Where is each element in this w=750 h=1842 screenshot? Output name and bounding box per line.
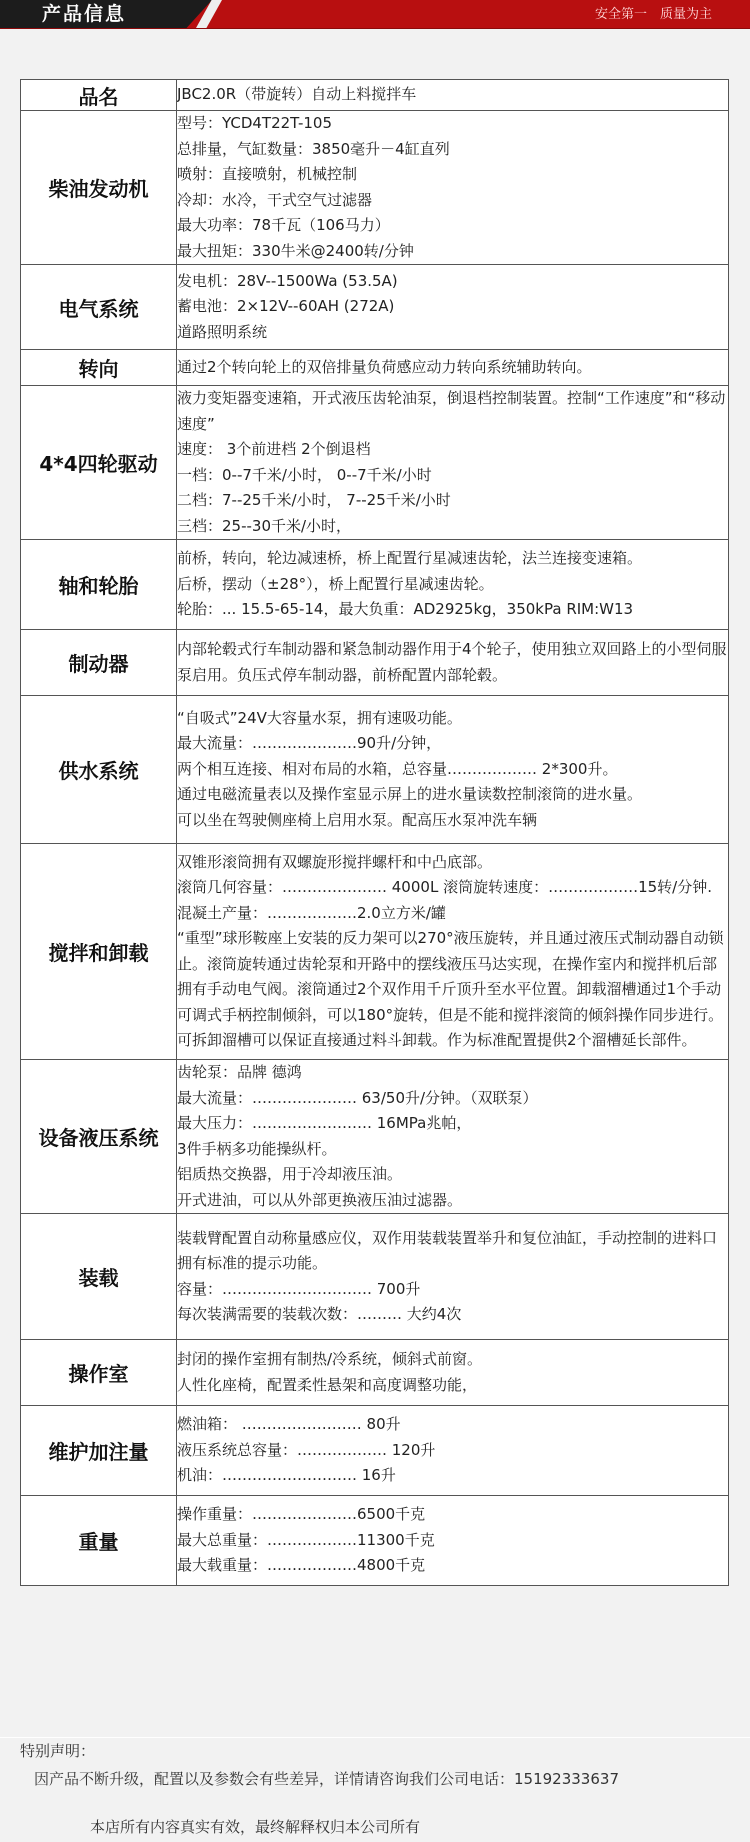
spec-content — [177, 630, 729, 696]
spec-line: 道路照明系统 — [177, 322, 268, 341]
spec-line: 前桥，转向，轮边减速桥，桥上配置行星减速齿轮，法兰连接变速箱。 — [177, 549, 643, 568]
spec-line: 开式进油，可以从外部更换液压油过滤器。 — [177, 1190, 463, 1209]
spec-line: 双锥形滚筒拥有双螺旋形搅拌螺杆和中凸底部。 — [177, 852, 493, 871]
spec-label: 维护加注量 — [21, 1406, 177, 1496]
spec-line: 发电机：28V--1500Wa (53.5A) — [177, 271, 398, 290]
spec-label: 轴和轮胎 — [21, 540, 177, 630]
spec-line: 液力变矩器变速箱，开式液压齿轮油泵，倒退档控制装置。控制“工作速度”和“移动速度” — [177, 389, 726, 433]
spec-line: 液压系统总容量：……………… 120升 — [177, 1440, 436, 1459]
spec-line: 封闭的操作室拥有制热/冷系统，倾斜式前窗。 — [177, 1350, 483, 1368]
spec-line: 铝质热交换器，用于冷却液压油。 — [177, 1165, 403, 1183]
spec-line: 最大扭矩：330牛米@2400转/分钟 — [177, 241, 414, 260]
spec-content — [177, 350, 729, 386]
spec-line: 轮胎：... 15.5-65-14，最大负重：AD2925kg，350kPa RIM:W13 — [177, 600, 634, 619]
spec-label: 供水系统 — [21, 696, 177, 844]
spec-line: 每次装满需要的装载次数：……… 大约4次 — [177, 1305, 462, 1323]
spec-line: 3件手柄多功能操纵杆。 — [177, 1139, 337, 1158]
spec-line: 机油：……………………… 16升 — [177, 1466, 396, 1485]
spec-frame — [0, 29, 750, 1737]
spec-row — [21, 1406, 729, 1496]
spec-line: 装载臂配置自动称量感应仪，双作用装载装置举升和复位油缸，手动控制的进料口拥有标准的提示功能。 — [177, 1228, 718, 1272]
spec-table — [20, 79, 729, 1586]
spec-row — [21, 1060, 729, 1214]
spec-content — [177, 80, 729, 111]
spec-line: “自吸式”24V大容量水泵，拥有速吸功能。 — [177, 708, 462, 727]
spec-content — [177, 1496, 729, 1586]
spec-row — [21, 1496, 729, 1586]
spec-content — [177, 844, 729, 1060]
spec-line: 一档：0--7千米/小时， 0--7千米/小时 — [177, 465, 432, 484]
spec-content — [177, 540, 729, 630]
spec-row — [21, 1340, 729, 1406]
footer-disclaimer: 本店所有内容真实有效，最终解释权归本公司所有 — [90, 1818, 421, 1836]
spec-row — [21, 630, 729, 696]
spec-row — [21, 696, 729, 844]
spec-line: 三档：25--30千米/小时， — [177, 516, 352, 535]
spec-content — [177, 696, 729, 844]
spec-row — [21, 540, 729, 630]
spec-line: 混凝土产量：………………2.0立方米/罐 — [177, 903, 446, 922]
spec-line: 通过电磁流量表以及操作室显示屏上的进水量读数控制滚筒的进水量。 — [177, 785, 643, 804]
spec-line: 最大载重量：………………4800千克 — [177, 1556, 426, 1575]
spec-label: 电气系统 — [21, 265, 177, 350]
spec-line: 最大压力：…………………… 16MPa兆帕， — [177, 1114, 472, 1132]
spec-label: 品名 — [21, 80, 177, 111]
spec-line: 操作重量：…………………6500千克 — [177, 1505, 426, 1524]
spec-line: 齿轮泵：品牌 德鸿 — [177, 1063, 302, 1081]
spec-line: 内部轮毂式行车制动器和紧急制动器作用于4个轮子，使用独立双回路上的小型伺服泵启用。负压式停车制动器，前桥配置内部轮毂。 — [177, 640, 727, 684]
footer-note: 因产品不断升级，配置以及参数会有些差异，详情请咨询我们公司电话：15192333637 — [34, 1770, 619, 1788]
spec-row — [21, 265, 729, 350]
spec-line: 速度： 3个前进档 2个倒退档 — [177, 440, 371, 458]
footer — [0, 1738, 750, 1842]
spec-row — [21, 111, 729, 265]
spec-line: 人性化座椅，配置柔性悬架和高度调整功能， — [177, 1375, 478, 1394]
spec-line: 最大总重量：………………11300千克 — [177, 1530, 435, 1549]
spec-content — [177, 386, 729, 540]
spec-label: 制动器 — [21, 630, 177, 696]
spec-line: 最大功率：78千瓦（106马力） — [177, 216, 390, 234]
spec-content — [177, 111, 729, 265]
page-title: 产品信息 — [42, 3, 127, 25]
spec-label: 设备液压系统 — [21, 1060, 177, 1214]
spec-label: 柴油发动机 — [21, 111, 177, 265]
spec-line: 冷却：水冷，干式空气过滤器 — [177, 190, 373, 209]
spec-row — [21, 844, 729, 1060]
spec-row — [21, 80, 729, 111]
spec-row — [21, 350, 729, 386]
spec-line: 型号：YCD4T22T-105 — [177, 114, 332, 132]
spec-line: 二档：7--25千米/小时， 7--25千米/小时 — [177, 491, 451, 509]
spec-line: 喷射：直接喷射，机械控制 — [177, 165, 358, 183]
spec-content — [177, 1406, 729, 1496]
spec-label: 操作室 — [21, 1340, 177, 1406]
spec-label: 装载 — [21, 1214, 177, 1340]
spec-label: 搅拌和卸载 — [21, 844, 177, 1060]
spec-line: 蓄电池：2×12V--60AH (272A) — [177, 297, 395, 316]
spec-label: 重量 — [21, 1496, 177, 1586]
footer-title: 特别声明： — [20, 1742, 96, 1760]
spec-line: 后桥，摆动（±28°），桥上配置行星减速齿轮。 — [177, 574, 494, 593]
spec-content — [177, 1214, 729, 1340]
spec-content — [177, 265, 729, 350]
header-slogan: 安全第一 质量为主 — [594, 7, 712, 22]
spec-line: 容量：………………………… 700升 — [177, 1279, 421, 1298]
spec-line: 最大流量：………………… 63/50升/分钟。（双联泵） — [177, 1088, 538, 1107]
spec-content — [177, 1060, 729, 1214]
spec-row — [21, 1214, 729, 1340]
spec-line: 通过2个转向轮上的双倍排量负荷感应动力转向系统辅助转向。 — [177, 357, 592, 376]
spec-line: “重型”球形鞍座上安装的反力架可以270°液压旋转，并且通过液压式制动器自动锁止。滚筒旋转通过齿轮泵和开路中的摆线液压马达实现，在操作室内和搅拌机后部拥有手动电气阀。滚筒通过2个双作用千斤顶升至水平位置。卸载溜槽通过1个手动可调式手柄控制倾斜，可以180°旋转，但是不能和搅拌滚筒的倾斜操作同步进行。可拆卸溜槽可以保证直接通过料斗卸载。作为标准配置提供2个溜槽延长部件。 — [177, 929, 724, 1049]
header-bar — [0, 0, 750, 29]
spec-line: JBC2.0R（带旋转）自动上料搅拌车 — [177, 85, 417, 104]
spec-line: 可以坐在驾驶侧座椅上启用水泵。配高压水泵冲洗车辆 — [177, 810, 538, 829]
spec-line: 两个相互连接、相对布局的水箱，总容量……………… 2*300升。 — [177, 759, 618, 778]
spec-label: 转向 — [21, 350, 177, 386]
spec-line: 燃油箱： …………………… 80升 — [177, 1415, 401, 1434]
spec-line: 最大流量：…………………90升/分钟， — [177, 734, 442, 753]
spec-line: 总排量，气缸数量：3850毫升－4缸直列 — [177, 139, 450, 158]
spec-label: 4*4四轮驱动 — [21, 386, 177, 540]
spec-line: 滚筒几何容量：………………… 4000L 滚筒旋转速度：………………15转/分钟. — [177, 878, 712, 896]
spec-content — [177, 1340, 729, 1406]
spec-row — [21, 386, 729, 540]
